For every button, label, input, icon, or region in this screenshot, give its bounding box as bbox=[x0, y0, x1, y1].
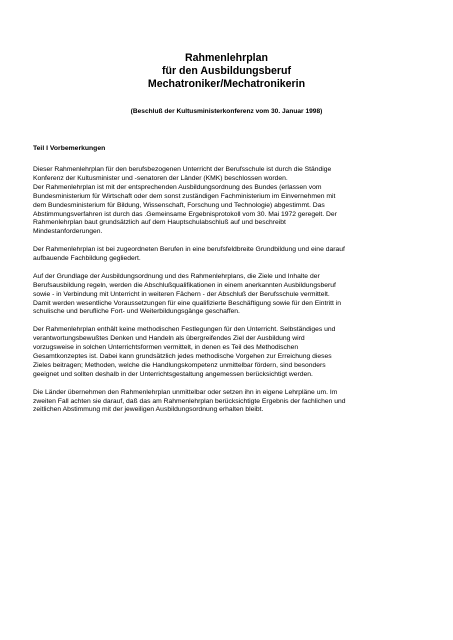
paragraph bbox=[33, 389, 425, 416]
text-line: Rahmenlehrplan baut grundsätzlich auf dem Hauptschulabschluß auf und beschreibt bbox=[33, 219, 286, 227]
paragraph bbox=[33, 273, 425, 318]
text-line: Mindestanforderungen. bbox=[33, 228, 103, 236]
text-line: Der Rahmenlehrplan ist mit der entsprechenden Ausbildungsordnung des Bundes (erlassen vom bbox=[33, 183, 322, 191]
text-line: Der Rahmenlehrplan ist bei zugeordneten Berufen in eine berufsfeldbreite Grundbildung und eine darauf bbox=[33, 246, 345, 254]
text-line: zweiten Fall achten sie darauf, daß das am Rahmenlehrplan berücksichtigte Ergebnis der fachlichen und bbox=[33, 397, 346, 405]
title-line: Rahmenlehrplan bbox=[184, 52, 268, 64]
text-line: sowie - in Verbindung mit Unterricht in weiteren Fächern - der Abschluß der Berufsschule vermittelt. bbox=[33, 290, 330, 298]
text-line: Abstimmungsverfahren ist durch das .Gemeinsame Ergebnisprotokoll vom 30. Mai 1972 geregelt. Der bbox=[33, 210, 337, 218]
text-line: Konferenz der Kultusminister und -senatoren der Länder (KMK) beschlossen worden. bbox=[33, 174, 288, 182]
text-line: zeitlichen Abstimmung mit der jeweiligen Ausbildungsordnung erhalten bleibt. bbox=[33, 406, 264, 414]
document-subtitle: (Beschluß der Kultusministerkonferenz vom 30. Januar 1998) bbox=[130, 108, 323, 115]
text-line: Gesamtkonzeptes ist. Dabei kann grundsätzlich jedes methodische Vorgehen zur Erreichung dieses bbox=[33, 352, 332, 360]
text-line: Dieser Rahmenlehrplan für den berufsbezogenen Unterricht der Berufsschule ist durch die Ständige bbox=[33, 166, 332, 173]
paragraph bbox=[33, 246, 425, 264]
title-line: Mechatroniker/Mechatronikerin bbox=[147, 78, 306, 90]
text-line: dem Bundesministerium für Bildung, Wissenschaft, Forschung und Technologie) abgestimmt. Das bbox=[33, 201, 325, 209]
text-line: Bundesministerium für Wirtschaft oder dem sonst zuständigen Fachministerium im Einvernehmen mit bbox=[33, 192, 336, 200]
text-line: verantwortungsbewußtes Denken und Handeln als übergreifendes Ziel der Ausbildung wird bbox=[33, 335, 305, 343]
text-line: Zieles beitragen; Methoden, welche die Handlungskompetenz unmittelbar fördern, sind besonders bbox=[33, 361, 326, 369]
text-line: Auf der Grundlage der Ausbildungsordnung und des Rahmenlehrplans, die Ziele und Inhalte der bbox=[33, 272, 320, 280]
text-line: Die Länder übernehmen den Rahmenlehrplan unmittelbar oder setzen ihn in eigene Lehrpläne um. Im bbox=[33, 388, 338, 396]
title-line: für den Ausbildungsberuf bbox=[161, 65, 292, 77]
document-title bbox=[0, 52, 453, 91]
text-line: geeignet und sollten deshalb in der Unterrichtsgestaltung angemessen berücksichtigt werden. bbox=[33, 370, 313, 378]
paragraph bbox=[33, 166, 425, 237]
section-heading: Teil I Vorbemerkungen bbox=[33, 145, 106, 152]
text-line: Der Rahmenlehrplan enthält keine methodischen Festlegungen für den Unterricht. Selbständiges und bbox=[33, 326, 336, 334]
text-line: Damit werden wesentliche Voraussetzungen für eine qualifizierte Beschäftigung sowie für den Eintritt in bbox=[33, 299, 342, 307]
text-line: aufbauende Fachbildung gegliedert. bbox=[33, 255, 141, 263]
text-line: schulische und berufliche Fort- und Weiterbildungsgänge geschaffen. bbox=[33, 308, 240, 316]
paragraph bbox=[33, 326, 425, 379]
text-line: vorzugsweise in solchen Unterrichtsformen vermittelt, in denen es Teil des Methodischen bbox=[33, 344, 299, 352]
text-line: Berufsausbildung regeln, werden die Abschlußqualifikationen in einem anerkannten Ausbildungsberuf bbox=[33, 281, 336, 289]
document-body bbox=[33, 166, 425, 424]
